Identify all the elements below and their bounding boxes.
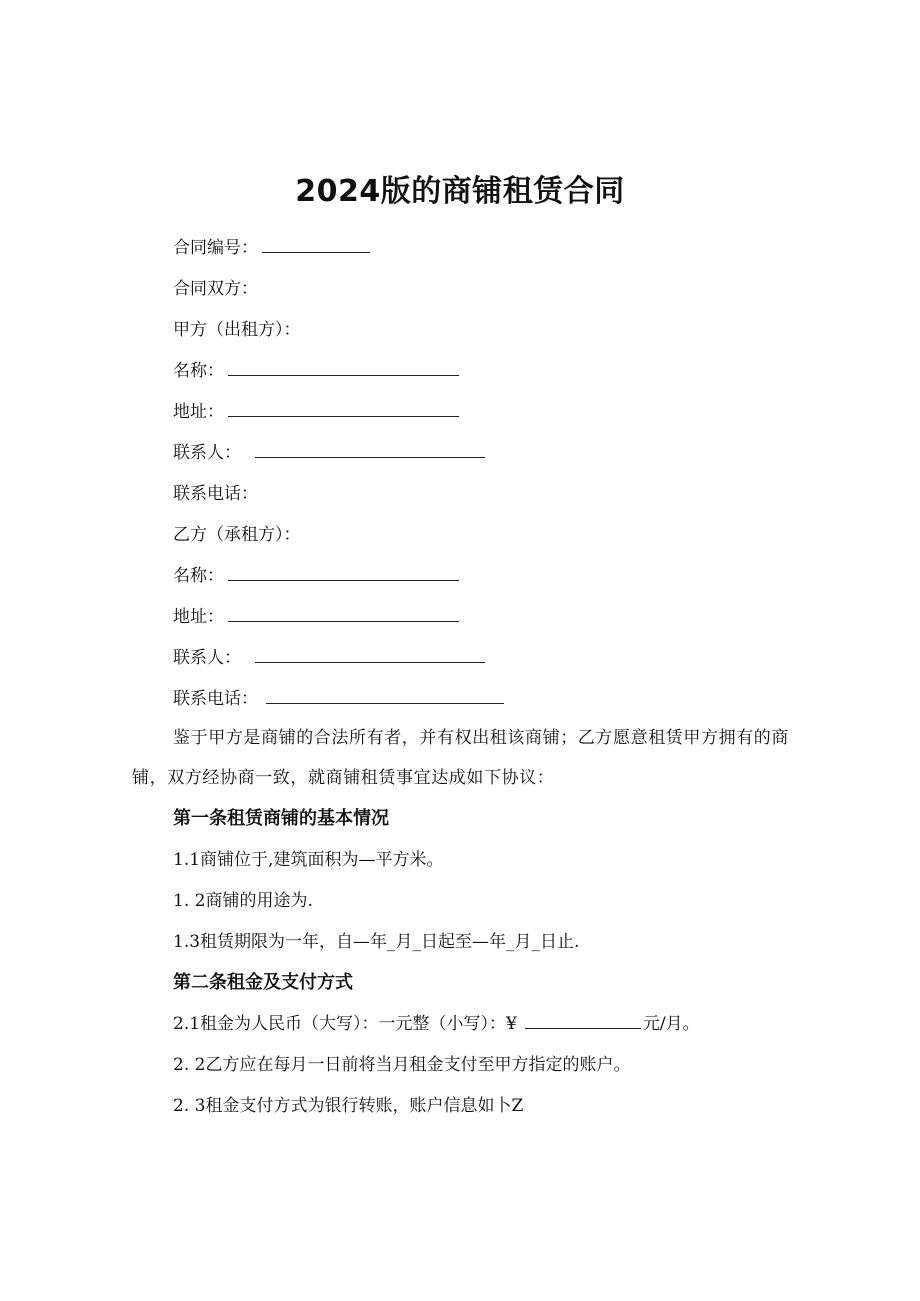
article-1-heading: 第一条租赁商铺的基本情况 xyxy=(173,808,389,829)
party-b-address-blank xyxy=(228,605,459,622)
contract-number-line xyxy=(173,235,370,261)
article-1-item-3: 1.3租赁期限为一年，自—年_月_日起至—年_月_日止. xyxy=(173,932,580,952)
party-a-address-line xyxy=(173,399,459,425)
party-a-contact-line xyxy=(173,440,485,466)
party-a-phone-label: 联系电话： xyxy=(173,484,258,504)
rent-amount-blank xyxy=(525,1012,641,1029)
party-a-heading: 甲方（出租方）： xyxy=(173,320,301,340)
article-2-item-1-prefix: 2.1租金为人民币（大写）：一元整（小写）：¥ xyxy=(173,1014,517,1034)
parties-label: 合同双方： xyxy=(173,279,258,299)
article-2-item-1 xyxy=(173,1011,700,1037)
party-a-name-line xyxy=(173,358,459,384)
article-1-item-2: 1. 2商铺的用途为. xyxy=(173,891,313,911)
party-b-contact-blank xyxy=(255,646,485,663)
party-b-phone-label: 联系电话： xyxy=(173,689,258,709)
party-b-contact-label: 联系人： xyxy=(173,648,241,668)
party-a-address-blank xyxy=(228,400,459,417)
party-a-contact-blank xyxy=(255,441,485,458)
party-b-contact-line xyxy=(173,645,485,671)
party-b-heading: 乙方（承租方）： xyxy=(173,525,301,545)
party-b-address-label: 地址： xyxy=(173,607,224,627)
article-2-item-2: 2. 2乙方应在每月一日前将当月租金支付至甲方指定的账户。 xyxy=(173,1055,631,1075)
party-a-name-label: 名称： xyxy=(173,361,224,381)
party-b-phone-line xyxy=(173,686,504,712)
party-a-address-label: 地址： xyxy=(173,402,224,422)
party-b-address-line xyxy=(173,604,459,630)
party-b-name-label: 名称： xyxy=(173,566,224,586)
party-a-contact-label: 联系人： xyxy=(173,443,241,463)
document-title: 2024版的商铺租赁合同 xyxy=(295,174,625,209)
article-1-item-1: 1.1商铺位于,建筑面积为—平方米。 xyxy=(173,850,444,870)
article-2-item-1-suffix: 元/月。 xyxy=(642,1014,700,1034)
preamble-paragraph: 鉴于甲方是商铺的合法所有者，并有权出租该商铺；乙方愿意租赁甲方拥有的商铺，双方经协商一致，就商铺租赁事宜达成如下协议： xyxy=(132,728,789,788)
party-b-name-blank xyxy=(228,564,459,581)
party-b-name-line xyxy=(173,563,459,589)
party-b-phone-blank xyxy=(266,687,504,704)
contract-number-blank xyxy=(262,236,370,253)
article-2-heading: 第二条租金及支付方式 xyxy=(173,972,353,993)
contract-number-label: 合同编号： xyxy=(173,238,258,258)
article-2-item-3: 2. 3租金支付方式为银行转账，账户信息如卜Z xyxy=(173,1096,524,1116)
party-a-name-blank xyxy=(228,359,459,376)
